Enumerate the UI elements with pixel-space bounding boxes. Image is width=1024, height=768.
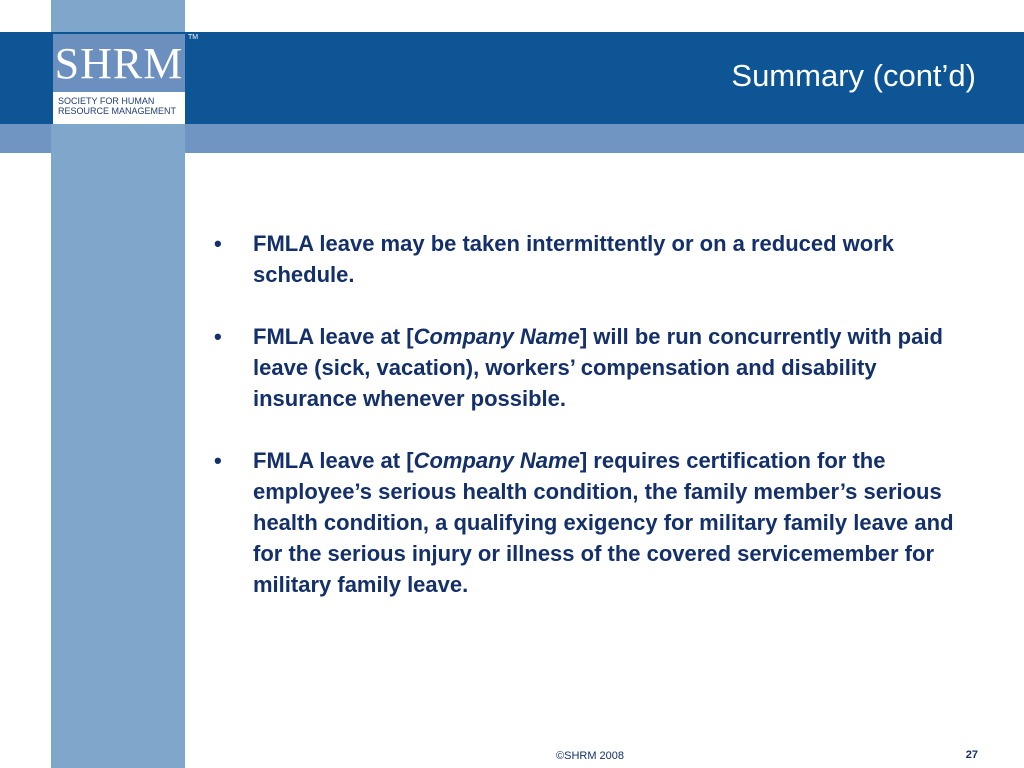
bullet-text-post: ] requires certification for the employee’s serious health condition, the family member’s serious health condition, a qualifying exigency for military family leave and for the serious injury or illness of the covered servicemember for military family leave. xyxy=(253,448,954,597)
bullet-text-pre: FMLA leave at [ xyxy=(253,448,414,473)
company-name-placeholder: Company Name xyxy=(413,324,580,349)
logo-wordmark: SHRM xyxy=(54,39,184,88)
bullet-text xyxy=(253,321,974,414)
bullet-text-pre: FMLA leave at [ xyxy=(253,324,414,349)
footer-copyright: ©SHRM 2008 xyxy=(556,750,625,762)
bullet-marker: • xyxy=(214,324,222,349)
logo-wordmark-block xyxy=(53,34,185,92)
slide-title: Summary (cont’d) xyxy=(731,58,976,93)
bullet-text: FMLA leave may be taken intermittently or on a reduced work schedule. xyxy=(253,231,895,287)
bullet-item-2 xyxy=(214,321,974,414)
footer-page-number: 27 xyxy=(965,749,978,761)
trademark-mark: TM xyxy=(188,34,199,41)
logo-tagline: SOCIETY FOR HUMAN RESOURCE MANAGEMENT xyxy=(58,96,177,116)
bullet-marker: • xyxy=(214,231,222,256)
bullet-marker: • xyxy=(214,448,222,473)
bullet-text xyxy=(253,445,974,600)
bullet-list xyxy=(214,228,974,631)
bullet-item-1 xyxy=(214,228,974,290)
bullet-text-post: ] will be run concurrently with paid leave (sick, vacation), workers’ compensation and disability insurance whenever possible. xyxy=(253,324,943,411)
bullet-item-3 xyxy=(214,445,974,600)
shrm-logo xyxy=(53,34,185,124)
company-name-placeholder: Company Name xyxy=(413,448,580,473)
